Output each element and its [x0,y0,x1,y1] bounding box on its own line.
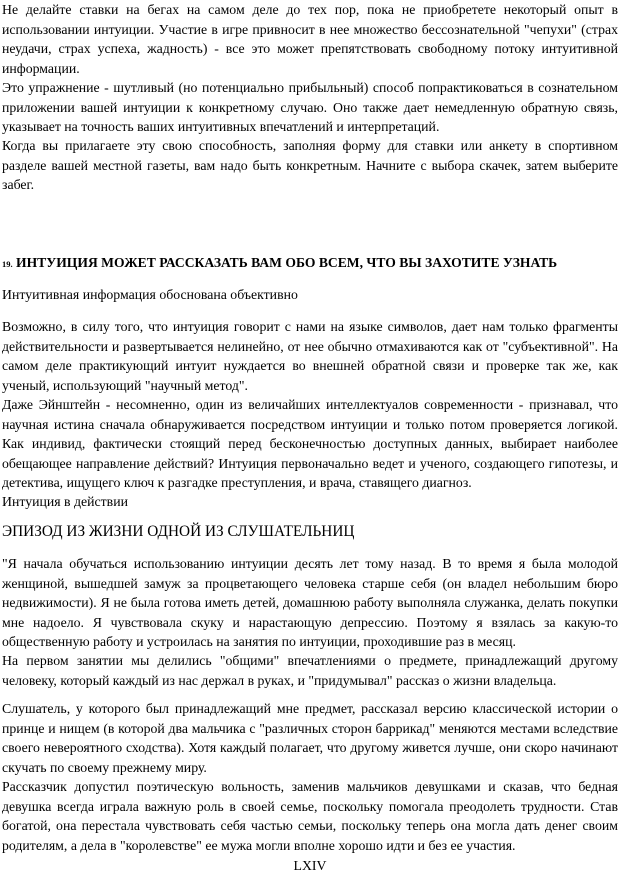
section-heading [2,253,618,274]
paragraph-first-lesson: На первом занятии мы делились "общими" впечатлениями о предмете, принадлежащий другому человеку, который каждый из нас держал в руках, и "придумывал" рассказ о жизни владельца. [2,653,618,688]
episode-heading: ЭПИЗОД ИЗ ЖИЗНИ ОДНОЙ ИЗ СЛУШАТЕЛЬНИЦ [2,523,355,540]
section-subtitle: Интуитивная информация обоснована объективно [2,287,298,302]
paragraph-symbols: Возможно, в силу того, что интуиция говорит с нами на языке символов, дает нам только фрагменты действительности и развертывается нелинейно, от нее обычно отмахиваются как от "субъективной". На самом деле практикующий интуит нуждается во внешней обратной связи и проверке так же, как ученый, использующий "научный метод". [2,319,618,393]
paragraph-exercise: Это упражнение - шутливый (но потенциально прибыльный) способ попрактиковаться в сознательном приложении вашей интуиции к конкретному случаю. Оно также дает немедленную обратную связь, указывает на точность ваших интуитивных впечатлений и интерпретаций. [2,80,618,134]
paragraph-choose-race: Когда вы прилагаете эту свою способность, заполняя форму для ставки или анкету в спортивном разделе вашей местной газеты, вам надо быть конкретным. Начните с выбора скачек, затем выберите забег. [2,138,618,192]
paragraph-episode-intro: "Я начала обучаться использованию интуиции десять лет тому назад. В то время я была молодой женщиной, вышедшей замуж за процветающего человека старше себя (он владел небольшим бюро недвижимости). Я не была готова иметь детей, домашнюю работу выполняла служанка, делать покупки мне надоело. Я чувствовала скуку и нарастающую депрессию. Поэтому я взялась за какую-то общественную работу и устроилась на занятия по интуиции, проходившие раз в месяц. [2,556,618,649]
section-number: 19. [2,259,13,269]
action-heading: Интуиция в действии [2,494,128,509]
paragraph-einstein: Даже Эйнштейн - несомненно, один из величайших интеллектуалов современности - признавал, что научная истина сначала обнаруживается посредством интуиции и только потом проверяется логикой. Как индивид, фактически стоящий перед бесконечностью доступных данных, выбирает наиболее обещающее направление действий? Интуиция первоначально ведет и ученого, создающего гипотезы, и детектива, ищущего ключ к разгадке преступления, и врача, ставящего диагноз. [2,397,618,490]
paragraph-betting-warning: Не делайте ставки на бегах на самом деле до тех пор, пока не приобретете некоторый опыт в использовании интуиции. Участие в игре привносит в нее множество бессознательной "чепухи" (страх неудачи, страх успеха, жадность) - все это может препятствовать свободному потоку интуитивной информации. [2,2,618,76]
paragraph-poetic-license: Рассказчик допустил поэтическую вольность, заменив мальчиков девушками и сказав, что бедная девушка всегда играла важную роль в своей семье, поскольку помогала преодолеть трудности. Став богатой, она перестала чувствовать себя частью семьи, поскольку теперь она могла дать денег своим родителям, а дела в "королевстве" ее мужа могли вполне хорошо идти и без ее участия. [2,779,618,853]
paragraph-prince-pauper: Слушатель, у которого был принадлежащий мне предмет, рассказал версию классической истории о принце и нищем (в которой два мальчика с "различных сторон баррикад" меняются местами вследствие своего невероятного сходства). Хотя каждый полагает, что другому живется лучше, они скоро начинают скучать по своему прежнему миру. [2,701,618,775]
page-number: LXIV [293,858,327,873]
section-title: ИНТУИЦИЯ МОЖЕТ РАССКАЗАТЬ ВАМ ОБО ВСЕМ, ЧТО ВЫ ЗАХОТИТЕ УЗНАТЬ [16,255,558,270]
